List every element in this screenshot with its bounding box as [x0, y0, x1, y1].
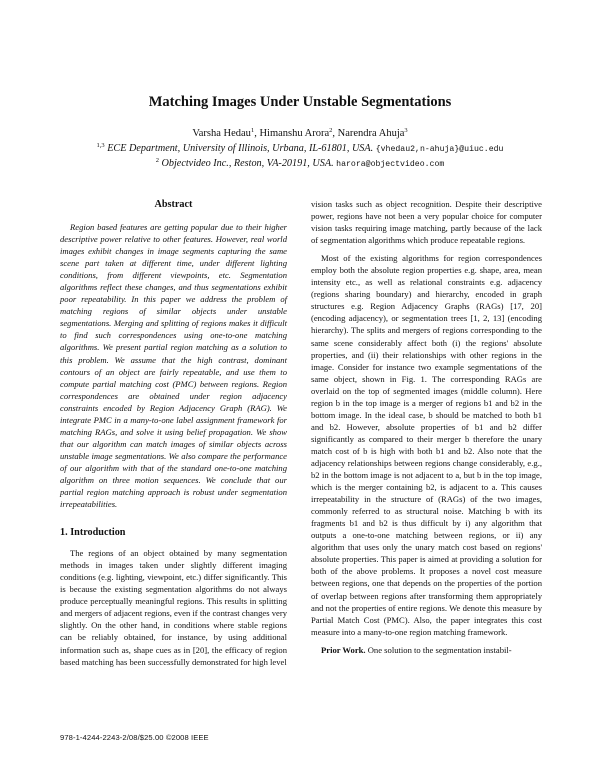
section-heading: 1. Introduction — [60, 527, 126, 539]
prior-work-text: One solution to the segmentation instabil- — [367, 644, 512, 655]
author-superscript: 2 — [329, 127, 333, 134]
abstract-heading: Abstract — [154, 199, 193, 210]
author-list: Varsha Hedau$^1$, Himanshu Arora$^2$, Narendra Ahuja$^3$ — [192, 127, 408, 139]
author-superscript: 1 — [250, 127, 255, 134]
body-paragraph: vision tasks such as object recognition. Despite their descriptive power, regions have not been a very popular choice for computer vision tasks requiring image matching, partly because of the lack of segmentation algorithms which produce repeatable regions. — [311, 199, 542, 246]
paper-title: Matching Images Under Unstable Segmentations — [148, 94, 452, 110]
right-column — [311, 198, 542, 656]
author-name: Himanshu Arora — [259, 128, 330, 139]
author-email: harora@objectvideo.com — [336, 160, 445, 169]
author-email: {vhedau2,n-ahuja}@uiuc.edu — [375, 145, 504, 154]
prior-work-paragraph — [311, 644, 542, 656]
left-column — [60, 198, 287, 668]
author-name: Narendra Ahuja — [337, 128, 405, 139]
author-name: Varsha Hedau — [192, 128, 251, 139]
affiliation-1 — [0, 143, 600, 154]
copyright-footer: 978-1-4244-2243-2/08/$25.00 ©2008 IEEE — [60, 733, 209, 742]
affiliation-superscript: 2 — [155, 157, 159, 164]
affiliation-2 — [0, 158, 600, 169]
affiliation-superscript: 1,3 — [96, 142, 105, 149]
affiliation-text: ECE Department, University of Illinois, Urbana, IL-61801, USA. — [107, 143, 374, 154]
affiliation-text: Objectvideo Inc., Reston, VA-20191, USA. — [161, 158, 334, 169]
author-superscript: 3 — [404, 127, 408, 134]
abstract-text: Region based features are getting popular due to their higher descriptive power relative to other features. However, real world images exhibit changes in image segments capturing the same scene part taken at different time, under different lighting conditions, from different viewpoints, etc. Segmentation algorithms reflect these changes, and thus segmentations exhibit poor repeatability. In this paper we address the problem of matching regions of similar objects under unstable segmentations. Merging and splitting of regions makes it difficult to find such correspondences using one-to-one matching algorithms. We present partial region matching as a solution to this problem. We assume that the high contrast, dominant contours of an object are fairly repeatable, and use them to compute partial matching cost (PMC) between regions. Region correspondences are obtained under region adjacency constraints encoded by Region Adjacency Graph (RAG). We integrate PMC in a many-to-one label assignment framework for matching RAGs, and solve it using belief propagation. We show that our algorithm can match images of similar objects across unstable image segmentations. We also compare the performance of our algorithm with that of the standard one-to-one matching algorithm on three motion sequences. We conclude that our partial region matching approach is robust under segmentation irrepeatabilities. — [60, 222, 287, 510]
run-in-heading: Prior Work. — [321, 644, 366, 655]
body-paragraph: Most of the existing algorithms for region correspondences employ both the absolute region properties e.g. shape, area, mean intensity etc., as well as relational constraints e.g. adjacency (regions sharing boundary) and hierarchy, encoded in graph structures e.g. Region Adjacency Graphs (RAGs) [17, 20] (encoding adjacency), or segmentation trees [1, 2, 13] (encoding hierarchy). The splits and mergers of regions corresponding to the same scene considerably affect both (i) the regions' absolute properties, and (ii) their relationships with other regions in the image. Consider for instance two example segmentations of the same object, shown in Fig. 1. The corresponding RAGs are overlaid on the top of segmented images (middle column). Here region b in the top image is a merger of regions b1 and b2 in the bottom image. In the ideal case, b should be matched to both b1 and b2. However, absolute properties of b1 and b2 differ significantly as compared to their merger b therefore the unary match cost of b is high with both b1 and b2. Also note that the adjacency relationships between regions change considerably, e.g., b2 in the bottom image is not adjacent to a, but b in the top image, which is the merger containing b2, is adjacent to a. This causes irrepeatability in the structure of (RAGs) of the two images, commonly referred to as structural noise. Matching b with its fragments b1 and b2 is thus difficult by i) any algorithm that outputs a one-to-one matching between regions, or ii) any algorithm that uses only the unary match cost based on regions' absolute properties. This paper is aimed at providing a solution for both of the above problems. It proposes a novel cost measure between regions, one that depends on the properties of the portion of overlap between regions after transforming them appropriately and not the properties of entire regions. We denote this measure by Partial Match Cost (PMC). Also, the paper integrates this cost measure into a many-to-one region matching framework. — [311, 253, 542, 637]
intro-paragraph: The regions of an object obtained by many segmentation methods in images taken under slightly different imaging conditions (e.g. lighting, viewpoint, etc.) differ significantly. This is because the existing segmentation algorithms do not always produce perceptually meaningful regions. This results in splitting and mergers of adjacent regions, even if the contrast changes very slightly. On the other hand, in conditions where stable regions can be reliably obtained, for instance, by using additional information such as, shape cues as in [20], the efficacy of region based matching has been successfully demonstrated for high level — [60, 548, 287, 667]
